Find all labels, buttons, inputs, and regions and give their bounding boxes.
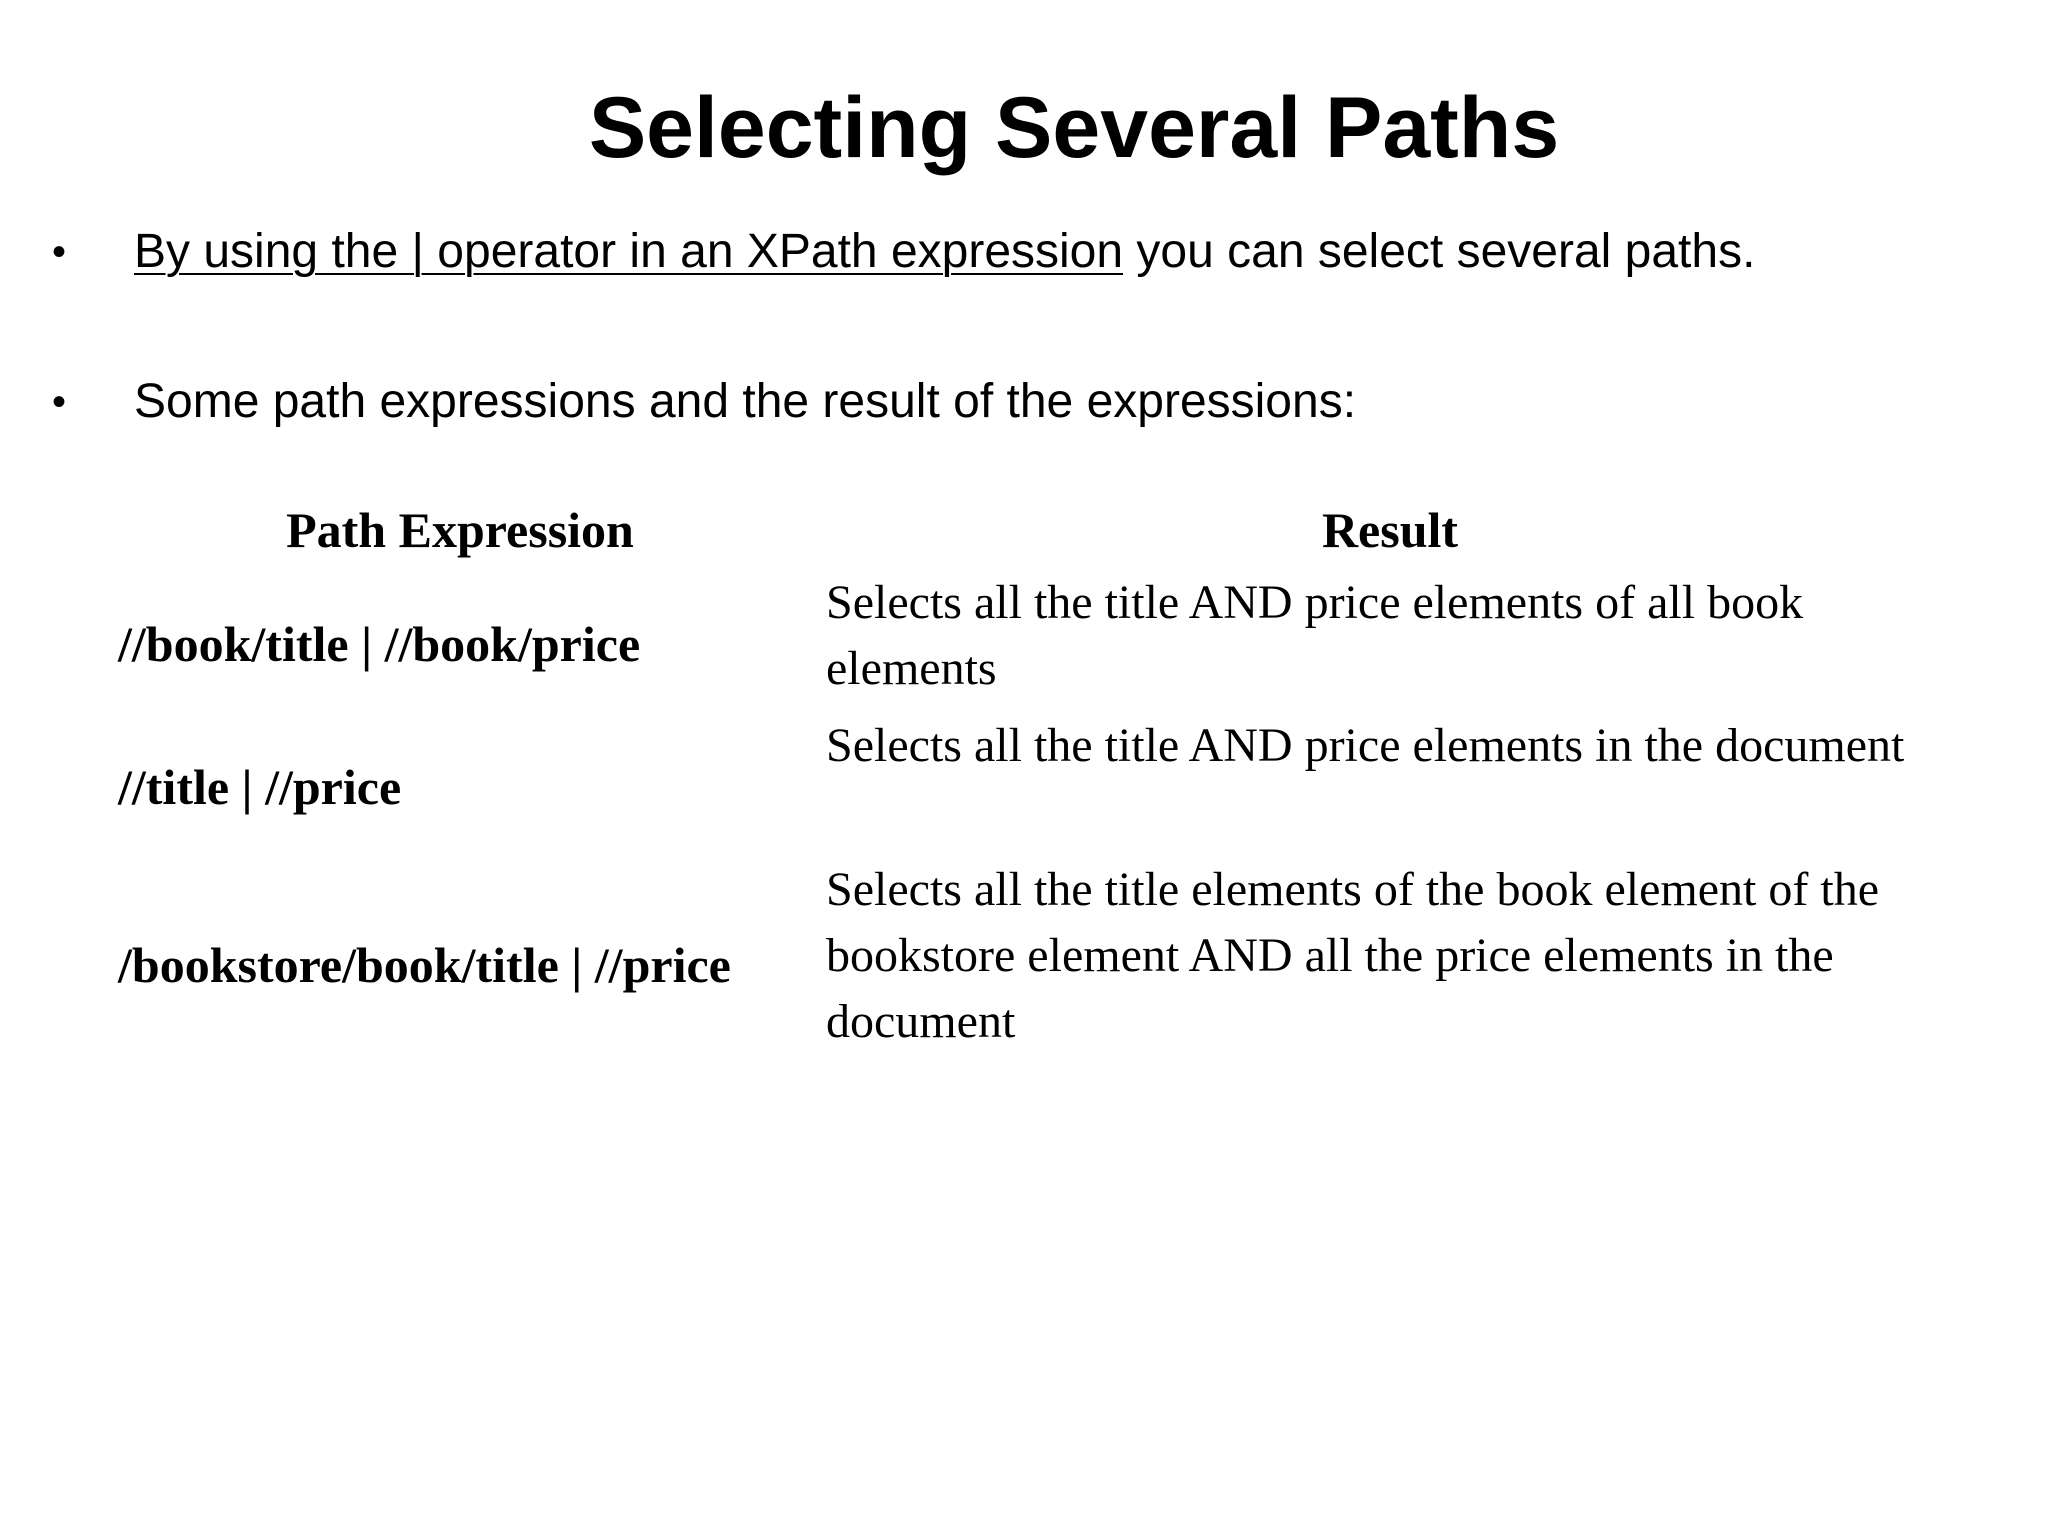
bullet-text-rest: you can select several paths. bbox=[1123, 225, 1756, 278]
header-result: Result bbox=[1321, 502, 1459, 558]
row-1-path: //book/title | //book/price bbox=[118, 616, 641, 672]
operator-link[interactable]: By using the | operator in an XPath expression bbox=[134, 225, 1124, 278]
slide-title: Selecting Several Paths bbox=[588, 80, 1560, 176]
header-path-expression: Path Expression bbox=[286, 502, 634, 558]
row-2-result: Selects all the title AND price elements in the document bbox=[826, 719, 1905, 772]
bullet-text: Some path expressions and the result of the expressions: bbox=[134, 375, 1357, 428]
bullet-text bbox=[134, 224, 1755, 280]
row-2-path: //title | //price bbox=[118, 759, 402, 815]
row-3-path: /bookstore/book/title | //price bbox=[118, 937, 731, 993]
row-3-result: Selects all the title elements of the book element of the bookstore element AND all the price elements in the document bbox=[826, 863, 1879, 1048]
row-1-result: Selects all the title AND price elements of all book elements bbox=[826, 576, 1804, 695]
bullet-dot-icon: • bbox=[52, 230, 67, 274]
bullet-dot-icon: • bbox=[52, 380, 67, 424]
